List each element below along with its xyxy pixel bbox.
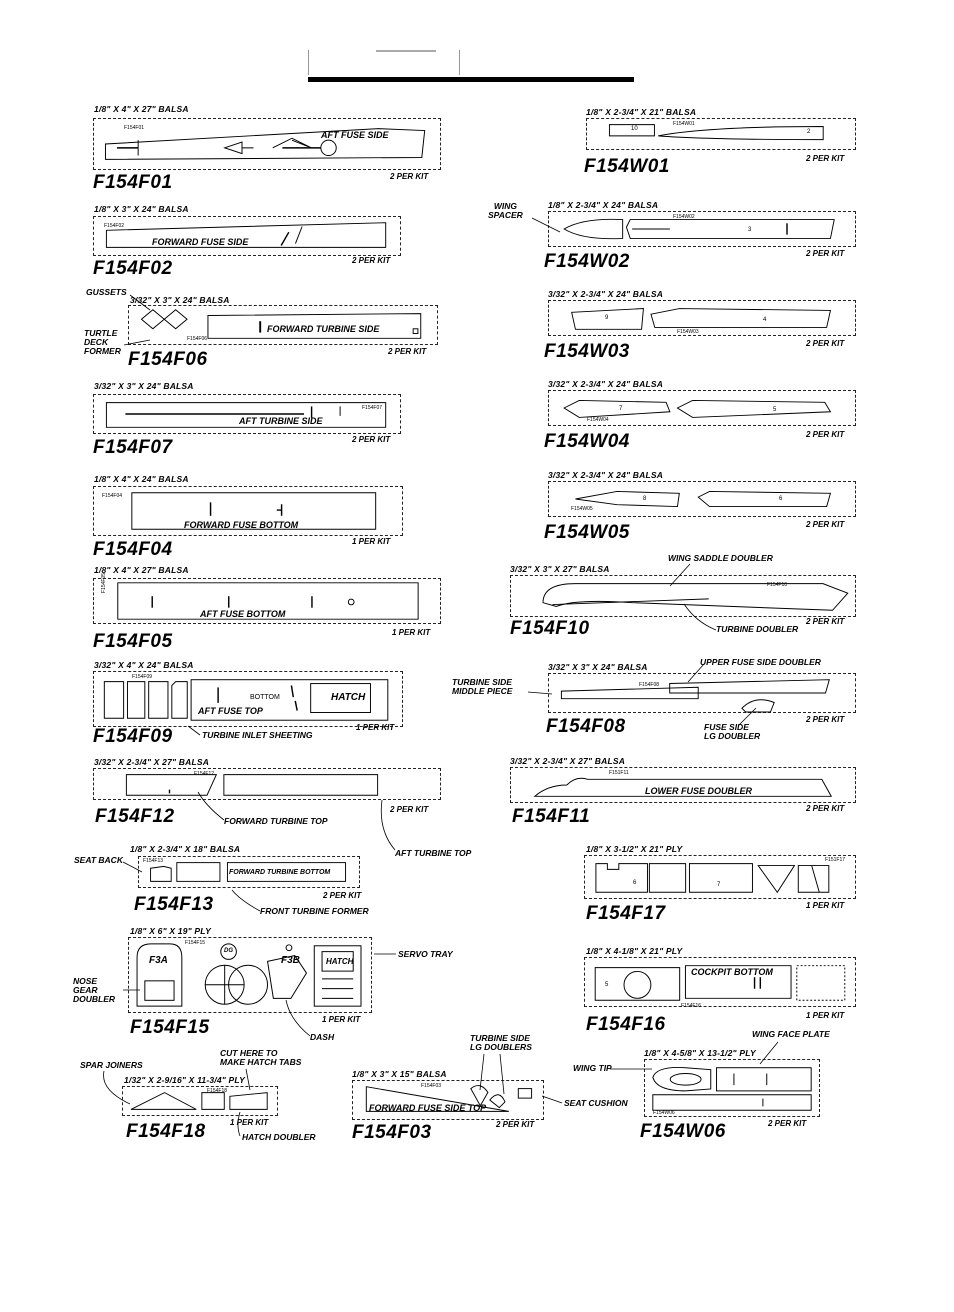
label-f3b: F3B [281,955,300,966]
perkit-f154w04: 2 PER KIT [806,430,845,439]
part-shape-f154f11 [511,768,855,802]
sheet-f154w03 [548,300,856,336]
label-rib-4: 4 [763,317,767,323]
label-rib-3: 3 [748,227,752,233]
sheet-f154f05 [93,572,441,624]
header-rule-mark [376,50,436,52]
perkit-f154w02: 2 PER KIT [806,249,845,258]
part-shape-f154f16 [585,958,855,1006]
perkit-f154f17: 1 PER KIT [806,901,845,910]
label-rib-7: 7 [619,406,623,412]
label-forward-turbine-side: FORWARD TURBINE SIDE [267,324,380,334]
perkit-f154w06: 2 PER KIT [768,1119,807,1128]
label-dg: DG [224,948,233,954]
label-forward-fuse-bottom: FORWARD FUSE BOTTOM [184,520,299,530]
stock-f154f09: 3/32" X 4" X 24" BALSA [94,660,194,670]
stock-f154f15: 1/8" X 6" X 19" PLY [130,926,211,936]
tiny-code-f154f11: F151F11 [609,770,629,776]
leader-front-turbine-former [232,890,260,911]
tiny-code-f154w06: F154W06 [653,1110,675,1116]
callout-gussets: GUSSETS [86,287,127,297]
part-id-f154f12: F154F12 [95,806,175,827]
sheet-f154f09 [93,671,403,727]
sheet-f154f04 [93,486,403,536]
part-id-f154f08: F154F08 [546,716,626,737]
perkit-f154w05: 2 PER KIT [806,520,845,529]
stock-f154f16: 1/8" X 4-1/8" X 21" PLY [586,946,683,956]
label-rib-8: 8 [643,496,647,502]
part-id-f154f07: F154F07 [93,437,173,458]
perkit-f154f10: 2 PER KIT [806,617,845,626]
callout-hatch-doubler: HATCH DOUBLER [242,1132,316,1142]
part-id-f154f17: F154F17 [586,903,666,924]
stock-f154w01: 1/8" X 2-3/4" X 21" BALSA [586,107,697,117]
callout-spar-joiners: SPAR JOINERS [80,1060,143,1070]
stock-f154f06: 3/32" X 3" X 24" BALSA [130,295,230,305]
part-shape-f154f10 [511,576,855,616]
part-id-f154f05: F154F05 [93,631,173,652]
callout-dash: DASH [310,1032,335,1042]
tiny-code-f154w04: F154W04 [587,417,609,423]
perkit-f154f15: 1 PER KIT [322,1015,361,1024]
part-id-f154f13: F154F13 [134,894,214,915]
part-id-f154w02: F154W02 [544,251,630,272]
part-shape-f154f03 [353,1081,543,1119]
tiny-code-f154f10: F154F10 [767,582,788,588]
sheet-f154f16 [584,957,856,1007]
label-forward-fuse-side-top: FORWARD FUSE SIDE TOP [369,1103,487,1113]
perkit-f154f16: 1 PER KIT [806,1011,845,1020]
sheet-f154f18 [122,1086,278,1116]
callout-nose-gear-doubler: NOSE GEAR DOUBLER [73,976,116,1004]
label-forward-turbine-bottom: FORWARD TURBINE BOTTOM [229,869,331,876]
callout-upper-fuse-side-doubler: UPPER FUSE SIDE DOUBLER [700,657,821,667]
tiny-code-f154w05: F154W05 [571,506,593,512]
callout-servo-tray: SERVO TRAY [398,949,453,959]
sheet-f154f06 [128,305,438,345]
part-id-f154w04: F154W04 [544,431,630,452]
label-rib-7-f17: 7 [717,882,721,888]
part-id-f154f02: F154F02 [93,258,173,279]
stock-f154f01: 1/8" X 4" X 27" BALSA [94,104,189,114]
label-rib-5: 5 [773,407,777,413]
part-shape-f154f01 [94,119,440,169]
part-id-f154w05: F154W05 [544,522,630,543]
callout-turtle-deck-former: TURTLE DECK FORMER [84,328,121,356]
tiny-code-f154f05: F154F05 [101,572,107,593]
stock-f154f05: 1/8" X 4" X 27" BALSA [94,565,189,575]
sheet-f154w01 [586,118,856,150]
tiny-code-f154f13: F154F13 [143,858,164,864]
part-shape-f154f08 [549,674,855,712]
label-rib-10: 10 [631,126,638,132]
label-hatch-f15: HATCH [326,957,354,966]
part-id-f154f16: F154F16 [586,1014,666,1035]
tiny-code-f154f07: F154F07 [362,405,383,411]
tiny-code-f154f12: F154F12 [194,771,215,777]
part-id-f154f10: F154F10 [510,618,590,639]
part-shape-f154f02 [94,217,400,255]
perkit-f154f09: 1 PER KIT [356,723,395,732]
label-lower-fuse-doubler: LOWER FUSE DOUBLER [645,786,752,796]
perkit-f154f05: 1 PER KIT [392,628,431,637]
callout-turbine-inlet-sheeting: TURBINE INLET SHEETING [202,730,313,740]
part-id-f154f06: F154F06 [128,349,208,370]
tiny-code-f154f09: F154F09 [132,674,153,680]
part-id-f154f11: F154F11 [512,806,591,827]
tiny-code-f154w02: F154W02 [673,214,695,220]
leader-turbine-inlet [188,726,200,735]
perkit-f154f13: 2 PER KIT [323,891,362,900]
tiny-code-f154f02: F154F02 [104,223,125,229]
part-id-f154f09: F154F09 [93,726,173,747]
tiny-code-f154f17: F151F17 [825,857,846,863]
perkit-f154f01: 2 PER KIT [390,172,429,181]
callout-wing-face-plate: WING FACE PLATE [752,1029,830,1039]
stock-f154f13: 1/8" X 2-3/4" X 18" BALSA [130,844,241,854]
sheet-f154f10 [510,575,856,617]
label-rib-2: 2 [807,129,811,135]
sheet-f154f17 [584,855,856,899]
leader-seat-cushion [542,1096,562,1103]
label-aft-turbine-side: AFT TURBINE SIDE [239,416,323,426]
part-id-f154w06: F154W06 [640,1121,726,1142]
part-id-f154f15: F154F15 [130,1017,210,1038]
label-rib-9: 9 [605,315,609,321]
tiny-code-f154f16: F154F16 [681,1003,702,1009]
part-shape-f154f18 [123,1087,277,1115]
label-hatch: HATCH [331,692,366,703]
part-shape-f154w01 [587,119,855,149]
perkit-f154w01: 2 PER KIT [806,154,845,163]
label-rib-5-f16: 5 [605,982,609,988]
tiny-code-f154f04: F154F04 [102,493,123,499]
perkit-f154f04: 1 PER KIT [352,537,391,546]
callout-turbine-side-middle-piece: TURBINE SIDE MIDDLE PIECE [452,677,513,696]
stock-f154w06: 1/8" X 4-5/8" X 13-1/2" PLY [644,1048,756,1058]
sheet-f154w02 [548,211,856,247]
tiny-code-f154f06: F154F06 [187,336,208,342]
label-aft-fuse-top: AFT FUSE TOP [198,706,263,716]
stock-f154f08: 3/32" X 3" X 24" BALSA [548,662,648,672]
sheet-f154w06 [644,1059,820,1117]
callout-turbine-doubler: TURBINE DOUBLER [716,624,799,634]
callout-cut-here: CUT HERE TO MAKE HATCH TABS [220,1048,302,1067]
label-aft-fuse-bottom: AFT FUSE BOTTOM [200,609,286,619]
tiny-code-f154w03: F154W03 [677,329,699,335]
part-shape-f154f07 [94,395,400,433]
tiny-code-f154f15: F154F15 [185,940,206,946]
part-id-f154w03: F154W03 [544,341,630,362]
tiny-code-f154f18: F154F18 [207,1088,228,1094]
perkit-f154f03: 2 PER KIT [496,1120,535,1129]
perkit-f154f18: 1 PER KIT [230,1118,269,1127]
callout-wing-saddle-doubler: WING SADDLE DOUBLER [668,553,773,563]
callout-forward-turbine-top: FORWARD TURBINE TOP [224,816,328,826]
sheet-f154f08 [548,673,856,713]
label-rib-6: 6 [779,496,783,502]
part-shape-f154f17 [585,856,855,898]
sheet-f154f02 [93,216,401,256]
part-shape-f154w02 [549,212,855,246]
stock-f154f18: 1/32" X 2-9/16" X 11-3/4" PLY [124,1075,246,1085]
sheet-f154f12 [93,768,441,800]
tiny-code-f154f08: F154F08 [639,682,660,688]
stock-f154f11: 3/32" X 2-3/4" X 27" BALSA [510,756,626,766]
tiny-code-f154w01: F154W01 [673,121,695,127]
part-shape-f154w06 [645,1060,819,1116]
stock-f154f12: 3/32" X 2-3/4" X 27" BALSA [94,757,210,767]
stock-f154f10: 3/32" X 3" X 27" BALSA [510,564,610,574]
perkit-f154f12: 2 PER KIT [390,805,429,814]
label-bottom: BOTTOM [250,694,280,701]
label-forward-fuse-side: FORWARD FUSE SIDE [152,237,249,247]
stock-f154f17: 1/8" X 3-1/2" X 21" PLY [586,844,683,854]
callout-wing-spacer: WING SPACER [488,201,523,220]
callout-seat-back: SEAT BACK [74,855,123,865]
tiny-code-f154f01: F154F01 [124,125,145,131]
header-rule [308,77,634,82]
sheet-f154w05 [548,481,856,517]
label-f3a: F3A [149,955,168,966]
part-shape-f154f15 [129,938,371,1012]
stock-f154f07: 3/32" X 3" X 24" BALSA [94,381,194,391]
sheet-f154w04 [548,390,856,426]
stock-f154w04: 3/32" X 2-3/4" X 24" BALSA [548,379,664,389]
part-id-f154f18: F154F18 [126,1121,206,1142]
sheet-f154f11 [510,767,856,803]
stock-f154f04: 1/8" X 4" X 24" BALSA [94,474,189,484]
sheet-f154f01 [93,118,441,170]
callout-front-turbine-former: FRONT TURBINE FORMER [260,906,369,916]
part-shape-f154w05 [549,482,855,516]
sheet-f154f03 [352,1080,544,1120]
callout-aft-turbine-top: AFT TURBINE TOP [395,848,472,858]
part-id-f154f04: F154F04 [93,539,173,560]
stock-f154w05: 3/32" X 2-3/4" X 24" BALSA [548,470,664,480]
perkit-f154f07: 2 PER KIT [352,435,391,444]
stock-f154f03: 1/8" X 3" X 15" BALSA [352,1069,447,1079]
perkit-f154f11: 2 PER KIT [806,804,845,813]
stock-f154f02: 1/8" X 3" X 24" BALSA [94,204,189,214]
stock-f154w02: 1/8" X 2-3/4" X 24" BALSA [548,200,659,210]
part-id-f154f01: F154F01 [93,172,173,193]
stock-f154w03: 3/32" X 2-3/4" X 24" BALSA [548,289,664,299]
label-aft-fuse-side: AFT FUSE SIDE [321,130,389,140]
perkit-f154w03: 2 PER KIT [806,339,845,348]
sheet-f154f13 [138,856,360,888]
label-rib-6-f17: 6 [633,880,637,886]
callout-fuse-side-lg-doubler: FUSE SIDE LG DOUBLER [704,722,761,741]
part-shape-f154w03 [549,301,855,335]
sheet-f154f15 [128,937,372,1013]
perkit-f154f06: 2 PER KIT [388,347,427,356]
header-rule-box [308,50,460,75]
perkit-f154f02: 2 PER KIT [352,256,391,265]
callout-wing-tip: WING TIP [573,1063,612,1073]
part-id-f154f03: F154F03 [352,1122,432,1143]
part-id-f154w01: F154W01 [584,156,670,177]
label-cockpit-bottom: COCKPIT BOTTOM [691,967,773,977]
tiny-code-f154f03: F154F03 [421,1083,442,1089]
perkit-f154f08: 2 PER KIT [806,715,845,724]
callout-turbine-side-lg-doublers: TURBINE SIDE LG DOUBLERS [470,1033,532,1052]
callout-seat-cushion: SEAT CUSHION [564,1098,628,1108]
sheet-f154f07 [93,394,401,434]
part-shape-f154f12 [94,769,440,799]
